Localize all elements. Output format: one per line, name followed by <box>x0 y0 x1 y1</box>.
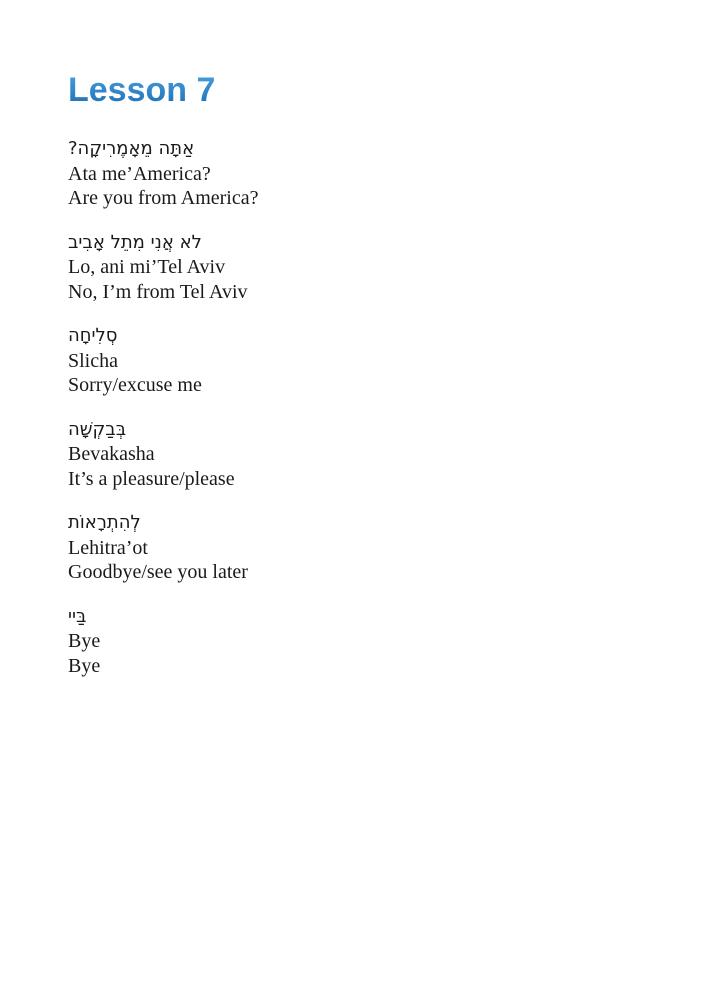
transliteration-line: Lehitra’ot <box>68 536 148 559</box>
hebrew-line: אַתָּה מֵאָמֶרִיקָה? <box>68 138 195 159</box>
transliteration-line: Bevakasha <box>68 443 155 465</box>
phrase-block <box>68 418 667 492</box>
hebrew-line: לא אֲנִי מִתֵל אָבִיב <box>68 231 202 253</box>
hebrew-line: בְּבַקְשָׁה <box>68 418 127 440</box>
transliteration-line: Lo, ani mi’Tel Aviv <box>68 256 226 278</box>
transliteration-line: Slicha <box>68 349 118 372</box>
phrase-block <box>68 231 667 305</box>
english-line: Goodbye/see you later <box>68 561 248 583</box>
hebrew-line: בַּיי <box>68 605 87 627</box>
phrase-block <box>68 511 667 585</box>
english-line: It’s a pleasure/please <box>68 467 235 490</box>
hebrew-line: לְהִתְרָאוֹת <box>68 512 141 533</box>
transliteration-line: Ata me’America? <box>68 162 211 185</box>
english-line: No, I’m from Tel Aviv <box>68 280 248 303</box>
phrase-block <box>68 324 667 398</box>
phrase-block <box>68 605 667 679</box>
english-line: Sorry/excuse me <box>68 374 202 396</box>
hebrew-line: סְלִיחָה <box>68 325 118 346</box>
english-line: Bye <box>68 654 101 677</box>
transliteration-line: Bye <box>68 630 101 652</box>
phrase-block <box>68 137 667 211</box>
page-title: Lesson 7 <box>68 73 667 107</box>
english-line: Are you from America? <box>68 187 259 209</box>
phrase-list <box>68 137 667 678</box>
